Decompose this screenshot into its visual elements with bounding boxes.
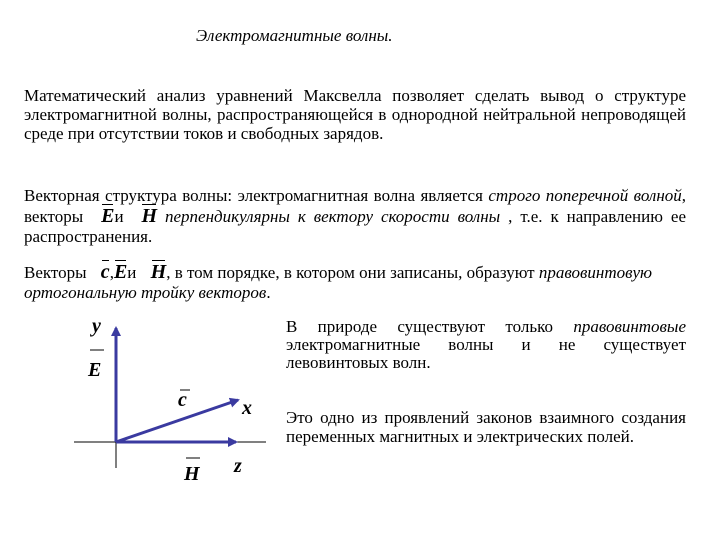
vector-c-arrow <box>116 400 238 442</box>
p2-text-1: Векторная структура волны: электромагнитная волна является <box>24 186 489 205</box>
p3-text-6: . <box>266 283 271 302</box>
paragraph-mutual-creation: Это одно из проявлений законов взаимного создания переменных магнитных и электрических полей. <box>286 408 686 446</box>
p2-text-6: , т.е. к направлению ее распространения. <box>24 207 686 246</box>
label-h: H <box>184 463 200 485</box>
label-c: c <box>178 389 187 411</box>
label-e: E <box>88 359 102 381</box>
p3-text-3: и <box>127 263 141 282</box>
p3-text-4: , в том порядке, в котором они записаны, образуют <box>166 263 539 282</box>
slide-title: Электромагнитные волны. <box>196 26 393 45</box>
p2-transverse-wave: строго поперечной волной <box>488 186 682 205</box>
paragraph-right-triple <box>24 262 686 303</box>
paragraph-maxwell-analysis: Математический анализ уравнений Максвелла позволяет сделать вывод о структуре электромагнитной волны, распространяющейся в однородной нейтральной непроводящей среде при отсутствии токов и свободных зарядов. <box>24 86 686 143</box>
vector-diagram <box>60 310 280 490</box>
vector-c-symbol: c <box>100 261 110 283</box>
paragraph-vector-structure <box>24 186 686 247</box>
vector-h-symbol: H <box>141 205 158 227</box>
p2-perpendicular: перпендикулярны к вектору скорости волны <box>157 207 501 226</box>
p3-text-1: Векторы <box>24 263 91 282</box>
vector-h-symbol-2: H <box>150 261 167 283</box>
label-y: y <box>92 315 101 337</box>
p3-orthogonal-triple: правовинтовую ортогональную тройку векторов <box>24 263 653 302</box>
label-z: z <box>234 455 242 477</box>
vector-e-symbol: E <box>101 205 115 227</box>
p4-text-1: В природе существуют только <box>286 317 574 336</box>
vector-e-symbol-2: E <box>113 261 128 283</box>
p4-text-3: электромагнитные волны и не существует левовинтовых волн. <box>286 335 686 372</box>
paragraph-right-handed-waves <box>286 318 686 372</box>
p4-right-handed: правовинтовые <box>573 317 686 336</box>
p2-text-4: и <box>114 207 132 226</box>
label-x: x <box>242 397 252 419</box>
p2-text-3: , векторы <box>24 186 686 226</box>
p3-text-2: , <box>109 263 114 282</box>
